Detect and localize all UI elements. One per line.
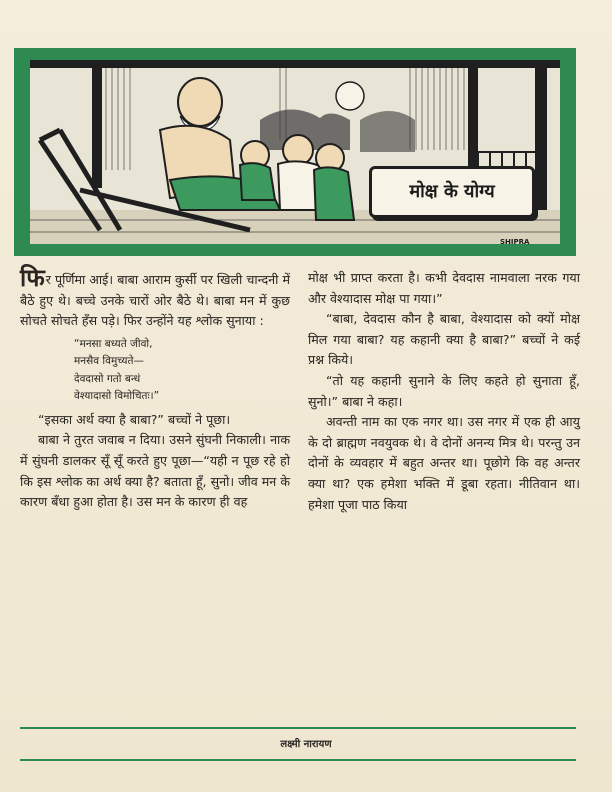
paragraph: बाबा ने तुरत जवाब न दिया। उसने सुंघनी निकाली। नाक में सुंघनी डालकर सूँ सूँ करते हुए पूछा—“यही न पूछ रहे हो कि इस श्लोक का अर्थ क्या है? बताता हूँ, सुनो। जीव मन के कारण बँधा हुआ होता है। उस मन के कारण ही वह — [20, 432, 290, 510]
story-title: मोक्ष के योग्य — [409, 181, 495, 202]
right-column — [308, 268, 580, 515]
footer-rule — [20, 727, 576, 729]
author-credit: लक्ष्मी नारायण — [280, 739, 332, 750]
story-banner — [14, 48, 576, 256]
paragraph: “तो यह कहानी सुनाने के लिए कहते हो सुनाता हूँ, सुनो।” बाबा ने कहा। — [308, 372, 580, 409]
moon-icon — [336, 82, 364, 110]
paragraph: “इसका अर्थ क्या है बाबा?” बच्चों ने पूछा। — [38, 411, 231, 427]
opening-paragraph — [20, 264, 290, 332]
footer-rule — [20, 759, 576, 761]
verse-line: “मनसा बध्यते जीवो, — [74, 337, 153, 350]
opening-paragraph-text: र पूर्णिमा आई। बाबा आराम कुर्सी पर खिली चान्दनी में बैठे हुए थे। बच्चे उनके चारों ओर बैठे थे। बाबा मन में कुछ सोचते सोचते हँस पड़े। फिर उन्होंने यह श्लोक सुनाया : — [20, 272, 290, 329]
drop-cap: फि — [20, 264, 45, 292]
sanskrit-verse — [74, 336, 290, 406]
verse-line: मनसैव विमुच्यते— — [74, 355, 144, 368]
paragraph: अवन्ती नाम का एक नगर था। उस नगर में एक ही आयु के दो ब्राह्मण नवयुवक थे। वे दोनों अनन्य मित्र थे। परन्तु उन दोनों के व्यवहार में बहुत अन्तर था। पूछोगे कि वह अन्तर क्या था? एक हमेशा भक्ति में डूबा रहता। नीतिवान था। हमेशा पूजा पाठ किया — [308, 414, 580, 512]
verse-line: देवदासो गतो बन्धं — [74, 372, 141, 385]
artist-signature: SHIPRA — [500, 238, 530, 244]
paragraph: मोक्ष भी प्राप्त करता है। कभी देवदास नामवाला नरक गया और वेश्यादास मोक्ष पा गया।” — [308, 270, 580, 306]
paragraph: “बाबा, देवदास कौन है बाबा, वेश्यादास को क्यों मोक्ष मिल गया बाबा? यह कहानी क्या है बाबा?” बच्चों ने कई प्रश्न किये। — [308, 311, 580, 368]
left-column — [20, 264, 290, 513]
verse-line: वेश्यादासो विमोचितः।” — [74, 390, 160, 403]
title-box — [369, 166, 535, 218]
